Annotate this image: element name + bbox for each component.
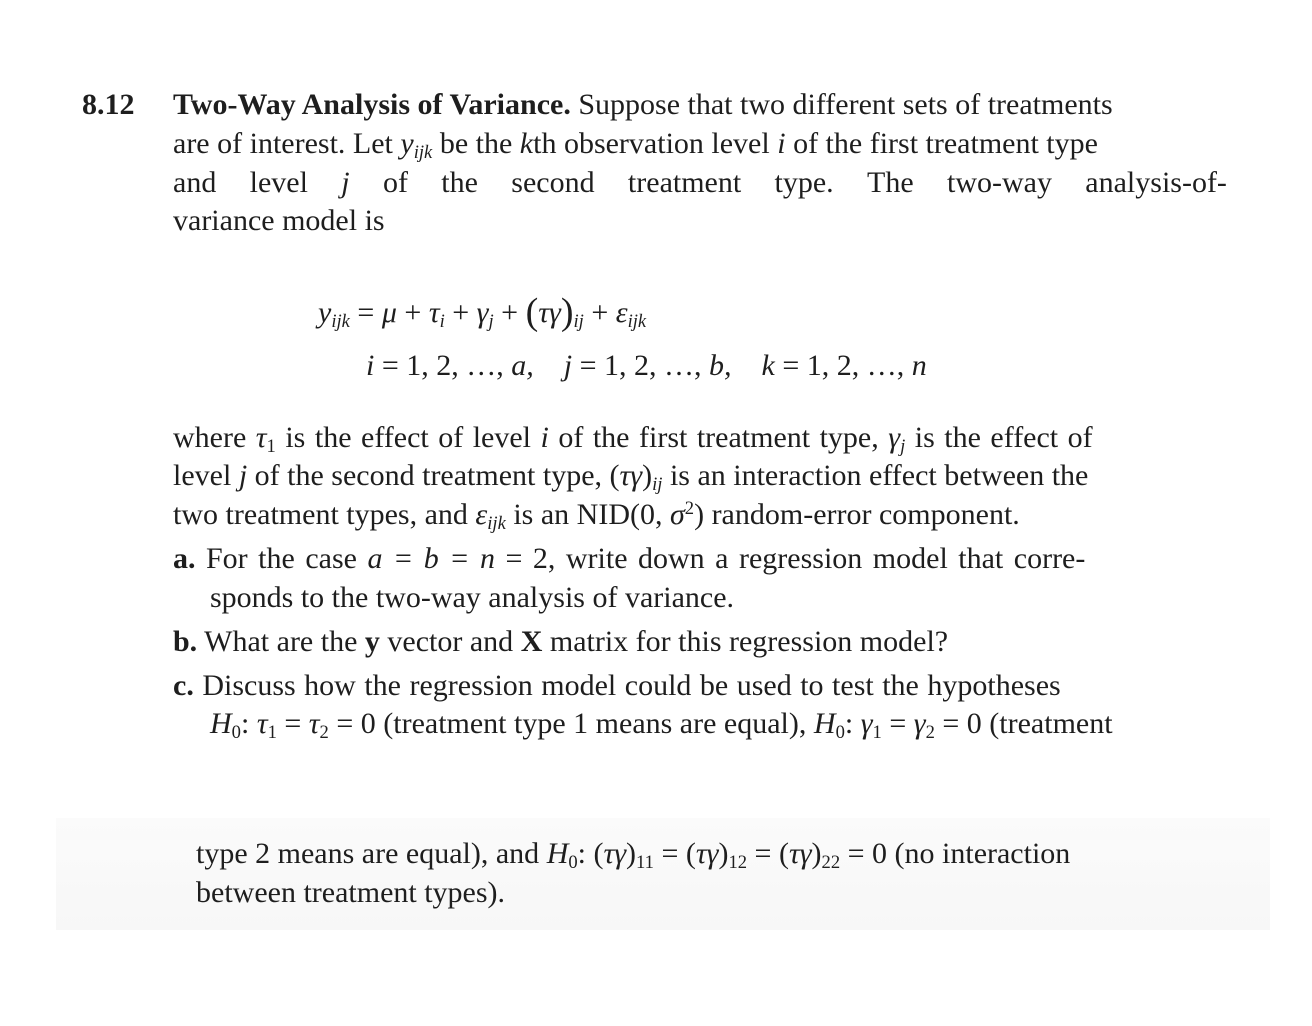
range-values: = 1, 2, …, <box>579 349 702 382</box>
var-tau-gamma: τγ <box>788 837 812 870</box>
sub-j: j <box>900 436 906 458</box>
part-a-text: sponds to the two-way analysis of variance. <box>210 581 735 614</box>
var-H: H <box>546 837 569 870</box>
part-c-line-2 <box>210 705 1113 743</box>
sub-1: 1 <box>267 722 277 744</box>
sub-ijk: ijk <box>413 142 433 164</box>
op-equals: = <box>357 296 375 329</box>
sub-0: 0 <box>231 722 241 744</box>
var-H: H <box>813 707 836 740</box>
var-tau-gamma: τγ <box>603 837 627 870</box>
where-text: is an NID(0, <box>513 498 663 531</box>
where-text: of the second treatment type, ( <box>254 459 620 492</box>
sub-ijk: ijk <box>331 311 350 333</box>
intro-l2-d: of the first treatment type <box>793 127 1098 160</box>
var-y: y <box>318 296 332 329</box>
where-text: where <box>173 421 247 454</box>
where-text: is the effect of <box>914 421 1093 454</box>
word: treatment <box>627 166 742 199</box>
equals-paren: = ( <box>754 837 789 870</box>
part-c-line-3 <box>196 835 1070 873</box>
part-a-line-1 <box>173 540 1085 578</box>
math-a-b-n: a = b = n <box>367 542 495 575</box>
sub-2: 2 <box>319 722 329 744</box>
word: analysis-of- <box>1085 166 1227 199</box>
word: two-way <box>946 166 1052 199</box>
op-plus: + <box>591 296 609 329</box>
intro-l2-b: be the <box>439 127 513 160</box>
sub-0: 0 <box>835 722 845 744</box>
problem-number <box>82 86 135 124</box>
where-line-2 <box>173 457 1088 495</box>
var-j: j <box>238 459 248 492</box>
part-c-text: Discuss how the regression model could be used to test the hypotheses <box>202 669 1061 702</box>
where-text: is the effect of level <box>285 421 532 454</box>
sub-12: 12 <box>728 852 748 874</box>
op-plus: + <box>404 296 422 329</box>
word: type. <box>774 166 834 199</box>
part-c-text: type 2 means are equal), and <box>196 837 540 870</box>
intro-line-4 <box>173 202 385 240</box>
sub-11: 11 <box>636 852 654 874</box>
intro-l2-a: are of interest. Let <box>173 127 393 160</box>
sub-0: 0 <box>568 852 578 874</box>
var-b: b, <box>709 349 732 382</box>
where-text: level <box>173 459 232 492</box>
problem-number-text: 8.12 <box>82 88 135 121</box>
where-text: ) random-error component. <box>694 498 1020 531</box>
right-paren: ) <box>642 459 653 492</box>
var-a: a, <box>511 349 534 382</box>
var-j: j <box>563 349 573 382</box>
range-values: = 1, 2, …, <box>782 349 905 382</box>
word: the <box>441 166 478 199</box>
sub-ijk: ijk <box>627 311 647 333</box>
part-b-text: What are the <box>204 625 358 658</box>
intro-line-1 <box>173 86 1113 124</box>
var-tau: τ <box>308 707 320 740</box>
var-epsilon: ε <box>475 498 488 531</box>
part-c-text: between treatment types). <box>196 876 506 909</box>
sub-ij: ij <box>573 311 584 333</box>
word: The <box>867 166 914 199</box>
var-tau: τ <box>428 296 440 329</box>
op-plus: + <box>452 296 470 329</box>
part-b-label: b. <box>173 625 198 658</box>
op-equals: = <box>889 707 907 740</box>
part-a-text: For the case <box>206 542 357 575</box>
var-gamma: γ <box>888 421 901 454</box>
index-ranges <box>366 346 927 386</box>
var-gamma: γ <box>860 707 873 740</box>
sub-i: i <box>439 311 445 333</box>
matrix-X: X <box>520 625 543 658</box>
op-equals: = <box>284 707 302 740</box>
where-line-3 <box>173 496 1020 534</box>
var-tau-gamma: τγ <box>619 459 643 492</box>
var-i: i <box>540 421 549 454</box>
var-H: H <box>210 707 232 740</box>
where-text: two treatment types, and <box>173 498 468 531</box>
part-c-text: = 0 (treatment <box>942 707 1113 740</box>
var-j: j <box>341 166 350 199</box>
sub-ijk: ijk <box>487 513 506 535</box>
part-c-label: c. <box>173 669 194 702</box>
where-line-1 <box>173 419 1093 457</box>
op-plus: + <box>501 296 519 329</box>
part-b-text: matrix for this regression model? <box>549 625 949 658</box>
left-paren: ( <box>525 291 539 333</box>
var-k: k <box>519 127 534 160</box>
right-paren: ) <box>560 291 574 333</box>
part-a-line-2 <box>210 579 734 617</box>
right-paren: ) <box>626 837 637 870</box>
sub-22: 22 <box>821 852 841 874</box>
intro-l4: variance model is <box>173 204 385 237</box>
word: of <box>382 166 408 199</box>
colon-paren: : ( <box>577 837 604 870</box>
var-gamma: γ <box>476 296 489 329</box>
var-tau-gamma: τγ <box>695 837 719 870</box>
where-text: of the first treatment type, <box>558 421 879 454</box>
equals-paren: = ( <box>661 837 696 870</box>
var-k: k <box>761 349 775 382</box>
var-sigma: σ <box>669 498 685 531</box>
right-paren: ) <box>718 837 729 870</box>
var-mu: μ <box>381 296 397 329</box>
var-tau-gamma: τγ <box>538 296 561 329</box>
var-tau: τ <box>255 421 267 454</box>
colon: : <box>844 707 854 740</box>
intro-l2-c: th observation level <box>533 127 770 160</box>
var-tau: τ <box>256 707 268 740</box>
intro-line-2 <box>173 125 1098 163</box>
intro-line-1-text: Suppose that two different sets of treatments <box>578 88 1113 121</box>
sub-1: 1 <box>266 436 276 458</box>
intro-line-3 <box>173 164 1227 202</box>
colon: : <box>240 707 250 740</box>
sub-j: j <box>488 311 494 333</box>
var-epsilon: ε <box>615 296 628 329</box>
vector-y: y <box>364 625 380 658</box>
part-b-text: vector and <box>387 625 514 658</box>
part-a-text: = 2, write down a regression model that corre- <box>505 542 1086 575</box>
sub-2: 2 <box>925 722 935 744</box>
part-c-text: = 0 (treatment type 1 means are equal), <box>336 707 807 740</box>
var-i: i <box>777 127 786 160</box>
problem-title: Two-Way Analysis of Variance. <box>173 88 571 121</box>
sub-ij: ij <box>652 474 663 496</box>
var-i: i <box>366 349 375 382</box>
part-b-line <box>173 623 948 661</box>
word: and <box>173 166 217 199</box>
range-values: = 1, 2, …, <box>381 349 504 382</box>
where-text: is an interaction effect between the <box>669 459 1089 492</box>
sup-2: 2 <box>684 497 695 519</box>
var-gamma: γ <box>913 707 926 740</box>
var-n: n <box>911 349 927 382</box>
part-c-line-1 <box>173 667 1061 705</box>
part-c-line-4 <box>196 874 505 912</box>
model-equation <box>318 290 646 333</box>
right-paren: ) <box>811 837 822 870</box>
word: level <box>249 166 308 199</box>
var-y: y <box>400 127 414 160</box>
part-a-label: a. <box>173 542 196 575</box>
word: second <box>511 166 595 199</box>
part-c-text: = 0 (no interaction <box>847 837 1071 870</box>
sub-1: 1 <box>872 722 882 744</box>
